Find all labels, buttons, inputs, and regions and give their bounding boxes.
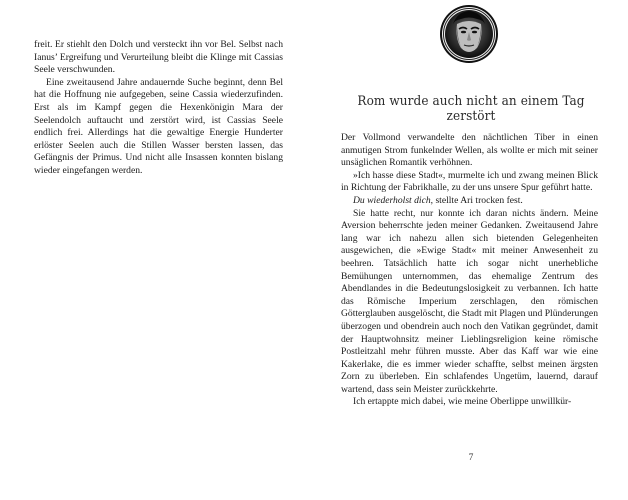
right-page-text [341,132,598,409]
right-paragraph-4: Sie hatte recht, nur konnte ich daran nichts ändern. Meine Aversion beherrschte jeden meiner Gedanken. Zweitausend Jahre lang war ich nahezu allen sich bietenden Gelegenheiten ausgewichen, die »Ewige Stadt« mit meiner Anwesenheit zu beehren. Tatsächlich hatte ich sogar nicht unerhebliche Bemühungen unternommen, das ehemalige Zentrum des Abendlandes in die Bedeutungslosigkeit zu verbannen. Ich hatte das Römische Imperium zerschlagen, den römischen Götterglauben ausgelöscht, die Stadt mit Plagen und Plünderungen überzogen und obendrein auch noch den Vatikan gegründet, damit der Hauptwohnsitz meiner Lieblingsreligion keine römische Postleitzahl mehr führen musste. Aber das Kaff war wie eine Kakerlake, die es immer wieder schaffte, selbst meinen ärgsten Zorn zu überleben. Ein schlafendes Ungetüm, lauernd, darauf wartend, dass sein Meister zurückkehrte. [341,207,598,395]
right-page [314,0,628,500]
right-paragraph-2: »Ich hasse diese Stadt«, murmelte ich und zwang meinen Blick in Richtung der Fabrikhalle, zu der uns unsere Spur geführt hatte. [341,169,598,194]
page-number: 7 [468,453,474,463]
face-medallion-icon [439,4,499,64]
chapter-title: Rom wurde auch nicht an einem Tag zerstört [357,94,585,124]
right-paragraph-3 [341,195,598,208]
right-paragraph-5: Ich ertappte mich dabei, wie meine Oberlippe unwillkür- [353,396,572,408]
left-paragraph-2: Eine zweitausend Jahre andauernde Suche beginnt, denn Bel hat die Hoffnung nie aufgegeben, seine Cassia wiederzufinden. Erst als im Kampf gegen die Hexenkönigin Mara der Seelendolch auftaucht und zerstört wird, ist Cassias Seele endlich frei. Allerdings hat die gewaltige Energie Hunderter erlöster Seelen auch die Stillen Wasser bersten lassen, das Gefängnis der Primus. Und nicht alle Insassen konnten bislang wieder eingefangen werden. [34,76,283,176]
left-page-text [34,39,283,178]
paragraph-3-rest: stellte Ari trocken fest. [433,194,523,206]
left-paragraph-1: freit. Er stiehlt den Dolch und versteckt ihn vor Bel. Selbst nach Ianus’ Ergreifung und Verurteilung bleibt die Klinge mit Cassias Seele verschwunden. [34,39,283,76]
italic-lead: Du wiederholst dich, [353,194,434,206]
right-paragraph-1: Der Vollmond verwandelte den nächtlichen Tiber in einen anmutigen Strom funkelnder Wellen, als wollte er mich mit seiner unsäglichen Romantik verhöhnen. [341,132,598,169]
